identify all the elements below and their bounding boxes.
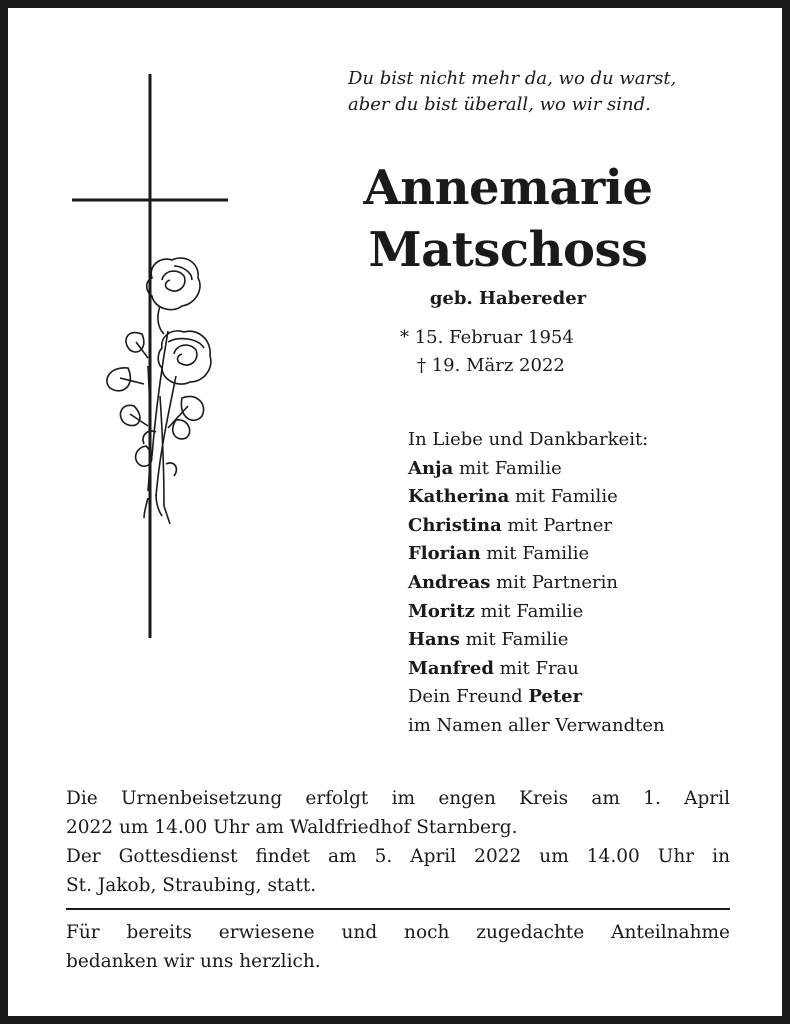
- divider: [66, 908, 730, 910]
- memorial-quote: [348, 66, 738, 118]
- quote-line: aber du bist überall, wo wir sind.: [348, 94, 651, 115]
- mourners-intro: In Liebe und Dankbarkeit:: [408, 429, 649, 450]
- friend-name: Peter: [528, 686, 583, 708]
- deceased-first-name: Annemarie: [363, 160, 653, 216]
- mourner-entry: [408, 626, 748, 655]
- mourner-relation: mit Partnerin: [490, 571, 618, 593]
- mourner-entry: [408, 512, 748, 541]
- notice-line: 2022 um 14.00 Uhr am Waldfriedhof Starnberg.: [66, 817, 518, 838]
- mourner-name: Moritz: [408, 600, 475, 622]
- mourner-entry: [408, 540, 748, 569]
- thanks-note: [66, 918, 730, 976]
- mourner-entry: [408, 569, 748, 598]
- life-dates: [400, 324, 640, 380]
- thanks-line: bedanken wir uns herzlich.: [66, 951, 321, 972]
- mourner-name: Anja: [408, 457, 454, 479]
- birth-name: geb. Habereder: [429, 288, 587, 309]
- mourner-name: Christina: [408, 514, 502, 536]
- mourner-relation: mit Familie: [474, 600, 584, 622]
- mourner-name: Andreas: [408, 571, 491, 593]
- deceased-last-name: Matschoss: [368, 222, 648, 278]
- friend-entry: [408, 683, 748, 712]
- funeral-notice: [66, 784, 730, 900]
- mourner-entry: [408, 598, 748, 627]
- birth-date: * 15. Februar 1954: [400, 327, 574, 348]
- cross-with-roses-icon: [64, 66, 234, 646]
- mourner-name: Hans: [408, 629, 460, 651]
- mourners-list: [408, 426, 748, 741]
- mourner-name: Katherina: [408, 486, 510, 508]
- mourner-name: Florian: [408, 543, 481, 565]
- notice-line: Die Urnenbeisetzung erfolgt im engen Kreis am 1. April: [66, 788, 730, 809]
- mourners-closing: im Namen aller Verwandten: [408, 714, 665, 736]
- mourner-relation: mit Partner: [501, 514, 613, 536]
- mourner-name: Manfred: [408, 657, 494, 679]
- notice-line: St. Jakob, Straubing, statt.: [66, 875, 317, 896]
- mourner-entry: [408, 483, 748, 512]
- mourner-relation: mit Familie: [459, 629, 569, 651]
- friend-prefix: Dein Freund: [408, 686, 529, 708]
- mourner-entry: [408, 655, 748, 684]
- mourner-relation: mit Frau: [493, 657, 579, 679]
- notice-line: Der Gottesdienst findet am 5. April 2022 um 14.00 Uhr in: [66, 846, 730, 867]
- mourner-relation: mit Familie: [509, 486, 618, 508]
- quote-line: Du bist nicht mehr da, wo du warst,: [348, 68, 677, 89]
- mourner-relation: mit Familie: [453, 457, 562, 479]
- mourner-entry: [408, 455, 748, 484]
- thanks-line: Für bereits erwiesene und noch zugedachte Anteilnahme: [66, 922, 730, 943]
- mourner-relation: mit Familie: [480, 543, 590, 565]
- death-date: † 19. März 2022: [417, 355, 565, 376]
